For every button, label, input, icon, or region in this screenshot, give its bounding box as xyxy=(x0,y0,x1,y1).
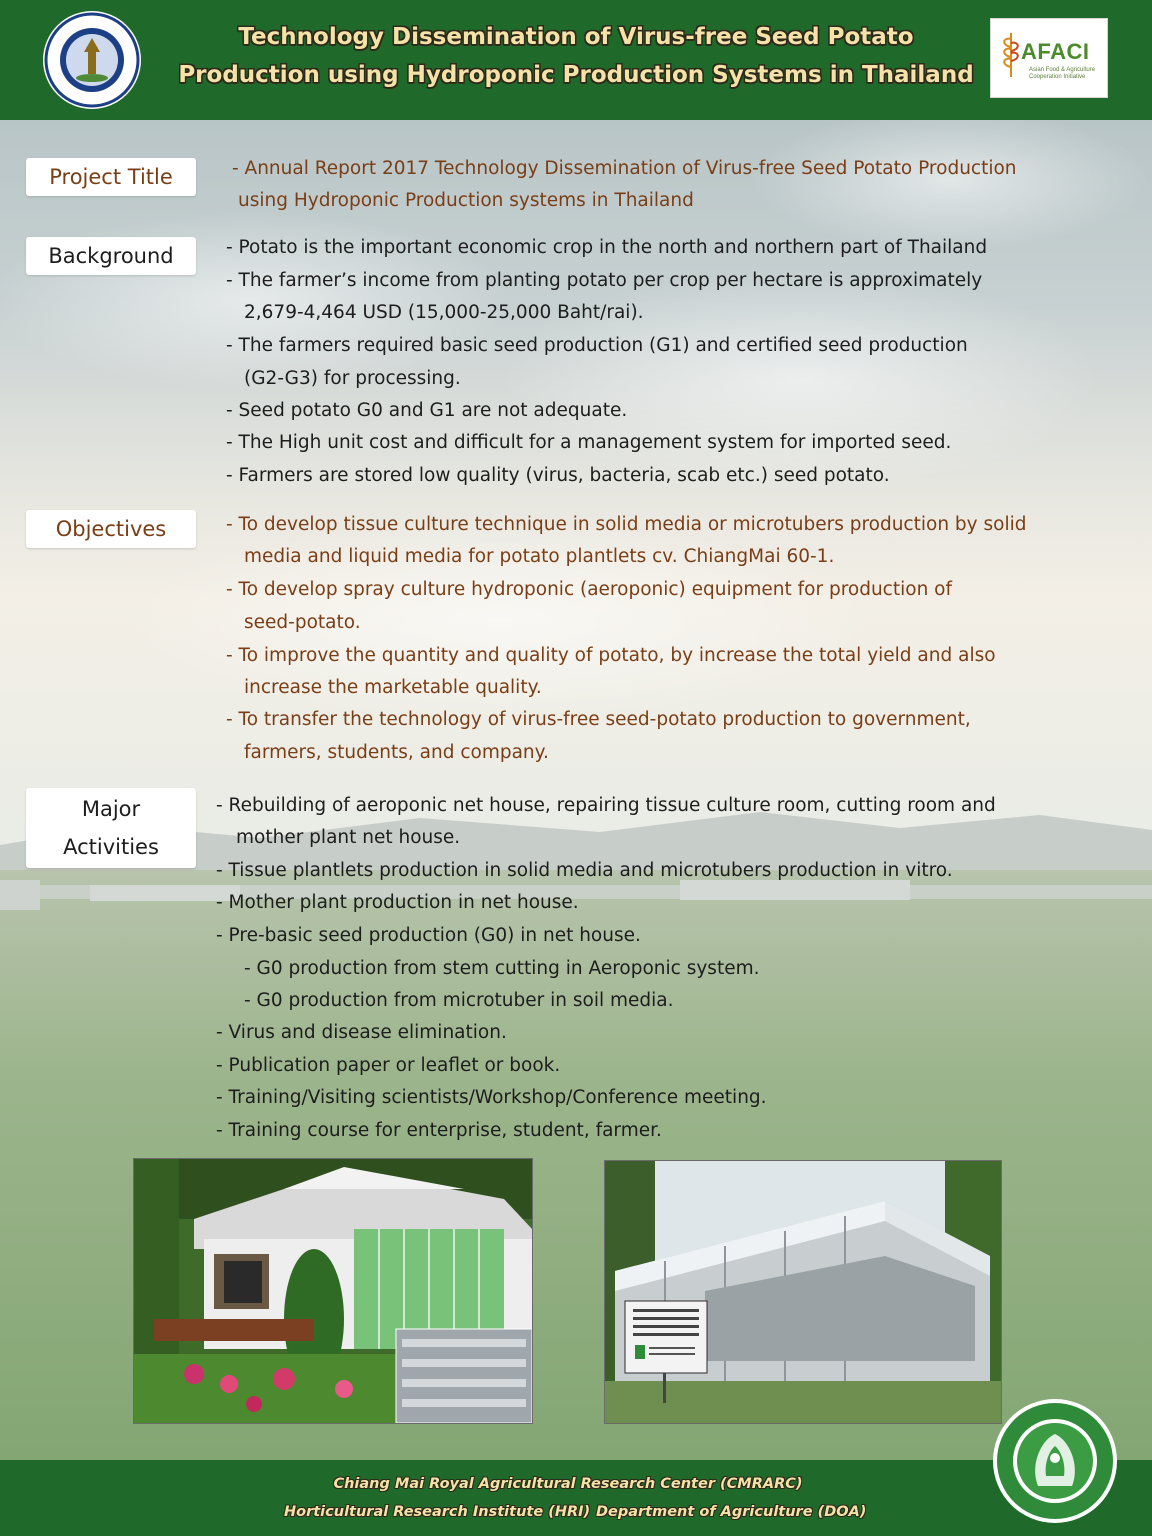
photo-tissue-culture-building xyxy=(133,1158,533,1424)
photo-aeroponic-greenhouse xyxy=(604,1160,1002,1424)
section-label-project-title: Project Title xyxy=(26,158,196,196)
activity-line: - G0 production from stem cutting in Aeroponic system. xyxy=(244,958,760,979)
background-line: - Potato is the important economic crop in the north and northern part of Thailand xyxy=(226,237,988,258)
background-line: 2,679-4,464 USD (15,000-25,000 Baht/rai). xyxy=(244,302,644,323)
project-title-line: - Annual Report 2017 Technology Dissemination of Virus-free Seed Potato Production xyxy=(232,158,1017,179)
activity-line: - G0 production from microtuber in soil media. xyxy=(244,990,674,1011)
afaci-subtitle: Asian Food & Agriculture Cooperation Initiative xyxy=(1029,67,1096,80)
activity-line: - Mother plant production in net house. xyxy=(216,892,579,913)
objectives-line: - To develop spray culture hydroponic (aeroponic) equipment for production of xyxy=(226,579,953,600)
afaci-logo xyxy=(990,18,1108,98)
background-line: - The farmers required basic seed production (G1) and certified seed production xyxy=(226,335,968,356)
footer-bar xyxy=(0,1460,1152,1536)
poster-title-line2: Production using Hydroponic Production Systems in Thailand xyxy=(178,62,974,88)
activity-line: - Training course for enterprise, student, farmer. xyxy=(216,1120,662,1141)
activity-line: - Pre-basic seed production (G0) in net house. xyxy=(216,925,641,946)
footer-institute-name: Horticultural Research Institute (HRI) xyxy=(284,1504,591,1520)
footer-department-name: Department of Agriculture (DOA) xyxy=(596,1504,867,1520)
objectives-line: - To develop tissue culture technique in solid media or microtubers production by solid xyxy=(226,514,1027,535)
label-activities: Activities xyxy=(63,835,159,859)
background-line: - The High unit cost and difficult for a management system for imported seed. xyxy=(226,432,952,453)
background-line: (G2-G3) for processing. xyxy=(244,368,461,389)
background-line: - Farmers are stored low quality (virus, bacteria, scab etc.) seed potato. xyxy=(226,465,890,486)
ministry-of-agriculture-seal xyxy=(990,1396,1120,1526)
activity-line: - Training/Visiting scientists/Workshop/Conference meeting. xyxy=(216,1087,767,1108)
objectives-line: increase the marketable quality. xyxy=(244,677,542,698)
objectives-line: seed-potato. xyxy=(244,612,361,633)
background-line: - The farmer’s income from planting potato per crop per hectare is approximately xyxy=(226,270,983,291)
objectives-line: - To transfer the technology of virus-free seed-potato production to government, xyxy=(226,709,971,730)
section-label-objectives: Objectives xyxy=(26,510,196,548)
activity-line: - Publication paper or leaflet or book. xyxy=(216,1055,561,1076)
section-label-major-activities xyxy=(26,788,196,868)
label-major: Major xyxy=(81,797,141,821)
header-bar xyxy=(0,0,1152,120)
project-title-line: using Hydroponic Production systems in Thailand xyxy=(238,190,694,211)
activity-line: - Tissue plantlets production in solid media and microtubers production in vitro. xyxy=(216,860,953,881)
objectives-line: farmers, students, and company. xyxy=(244,742,549,763)
footer-center-name: Chiang Mai Royal Agricultural Research Center (CMRARC) xyxy=(333,1476,803,1492)
background-line: - Seed potato G0 and G1 are not adequate. xyxy=(226,400,628,421)
section-label-background: Background xyxy=(26,237,196,275)
afaci-wordmark: AFACI xyxy=(1021,39,1090,64)
activity-line: - Virus and disease elimination. xyxy=(216,1022,507,1043)
objectives-line: - To improve the quantity and quality of potato, by increase the total yield and also xyxy=(226,645,996,666)
poster-title-line1: Technology Dissemination of Virus-free Seed Potato xyxy=(238,24,914,50)
activity-line: mother plant net house. xyxy=(236,827,461,848)
objectives-line: media and liquid media for potato plantlets cv. ChiangMai 60-1. xyxy=(244,546,835,567)
activity-line: - Rebuilding of aeroponic net house, repairing tissue culture room, cutting room and xyxy=(216,795,996,816)
